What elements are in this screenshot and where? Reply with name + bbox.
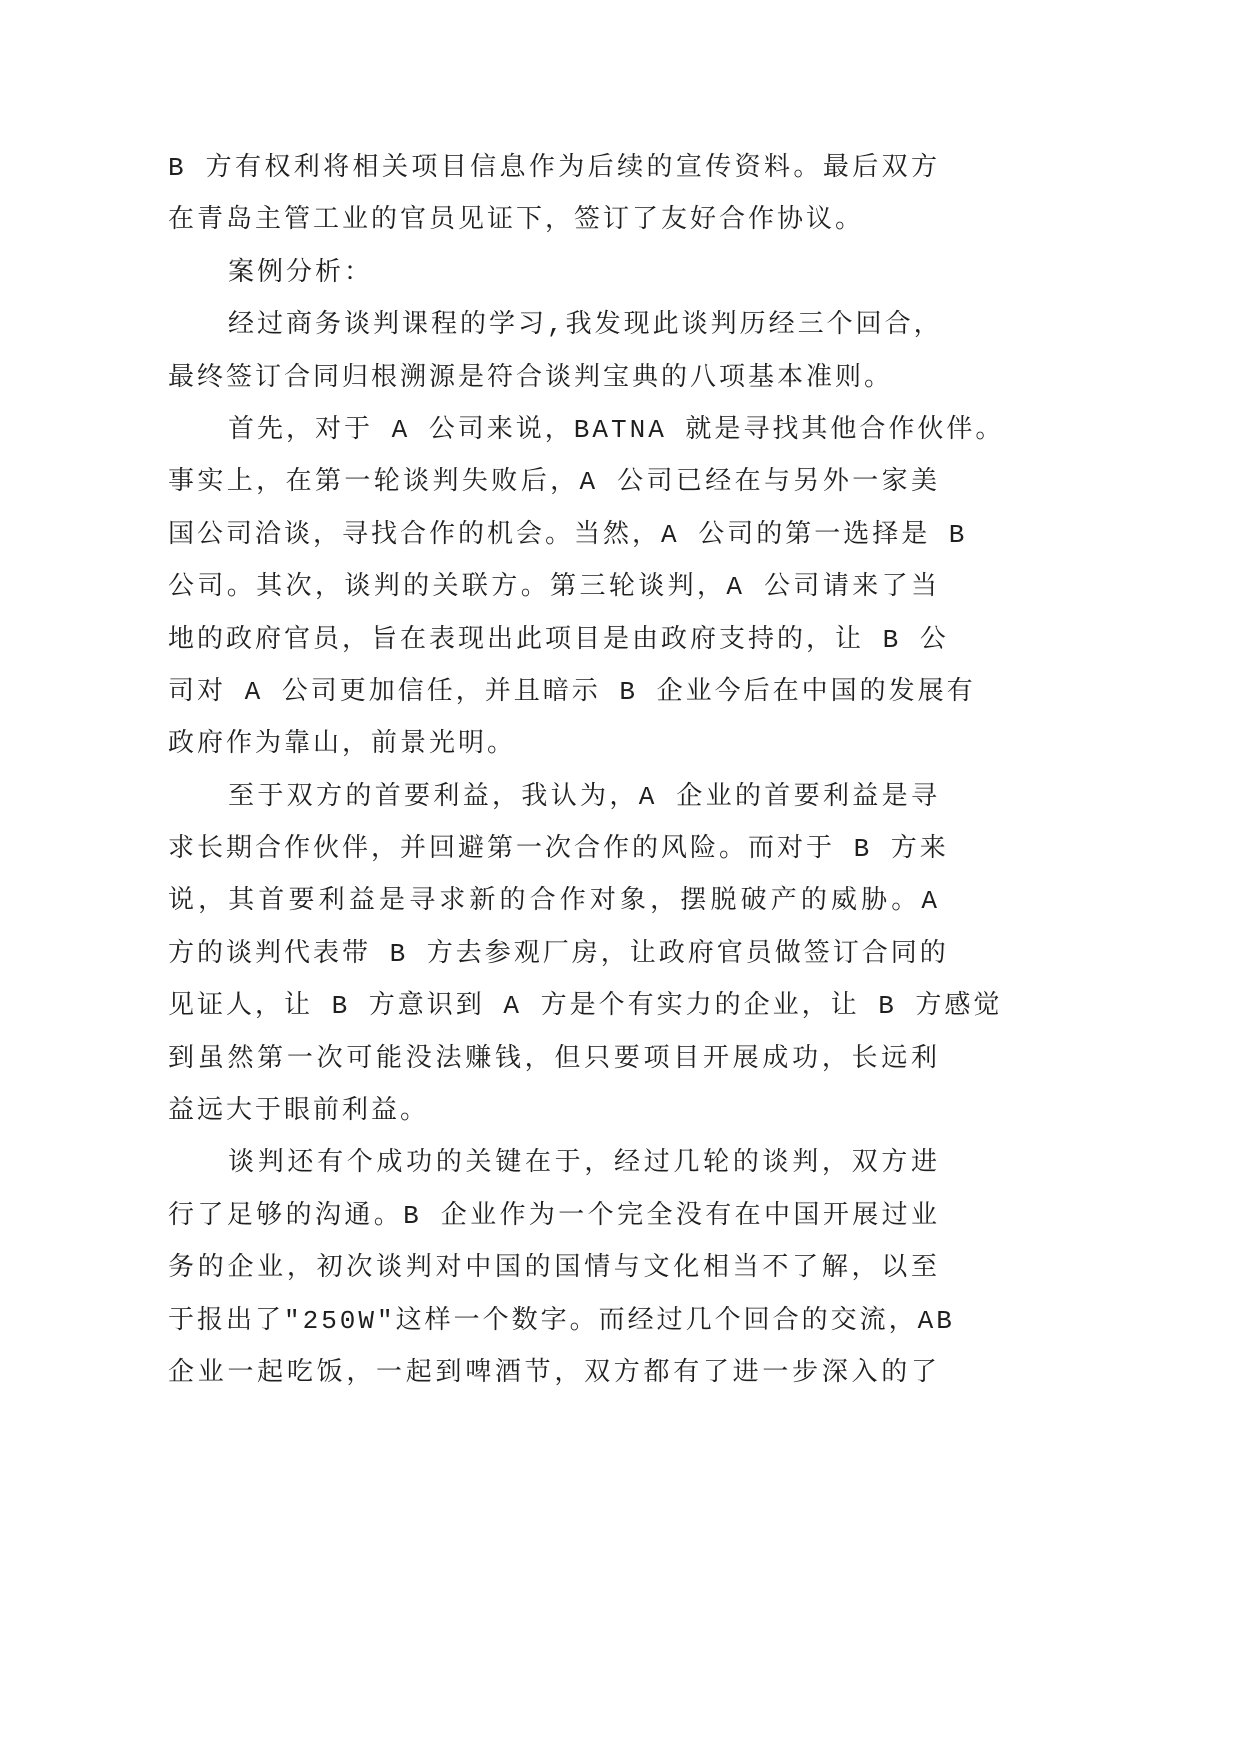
paragraph-line: 事实上，在第一轮谈判失败后，A 公司已经在与另外一家美 xyxy=(168,467,940,498)
paragraph-line: 益远大于眼前利益。 xyxy=(168,1096,430,1127)
paragraph-line: 经过商务谈判课程的学习,我发现此谈判历经三个回合， xyxy=(228,310,943,341)
paragraph xyxy=(168,142,940,247)
paragraph xyxy=(168,1137,955,1399)
paragraph-line: 到虽然第一次可能没法赚钱，但只要项目开展成功，长远利 xyxy=(168,1043,940,1074)
paragraph-line: 谈判还有个成功的关键在于，经过几轮的谈判，双方进 xyxy=(228,1148,940,1179)
paragraph-line: 国公司洽谈，寻找合作的机会。当然，A 公司的第一选择是 B xyxy=(168,519,968,550)
paragraph-line: 求长期合作伙伴，并回避第一次合作的风险。而对于 B 方来 xyxy=(168,834,949,865)
paragraph-line: 至于双方的首要利益，我认为，A 企业的首要利益是寻 xyxy=(228,781,940,812)
paragraph-line: 最终签订合同归根溯源是符合谈判宝典的八项基本准则。 xyxy=(168,362,894,393)
paragraph-line: 见证人，让 B 方意识到 A 方是个有实力的企业，让 B 方感觉 xyxy=(168,991,1003,1022)
case-analysis-heading: 案例分析： xyxy=(228,257,374,288)
paragraph-line: 务的企业，初次谈判对中国的国情与文化相当不了解，以至 xyxy=(168,1253,940,1284)
paragraph-line: 地的政府官员，旨在表现出此项目是由政府支持的，让 B 公 xyxy=(168,624,949,655)
paragraph-line: 于报出了"250W"这样一个数字。而经过几个回合的交流，AB xyxy=(168,1305,955,1336)
paragraph xyxy=(168,404,1005,771)
paragraph-line: 司对 A 公司更加信任，并且暗示 B 企业今后在中国的发展有 xyxy=(168,676,976,707)
paragraph-line: 行了足够的沟通。B 企业作为一个完全没有在中国开展过业 xyxy=(168,1200,940,1231)
paragraph-line: 政府作为靠山，前景光明。 xyxy=(168,729,517,760)
paragraph-line: 企业一起吃饭，一起到啤酒节，双方都有了进一步深入的了 xyxy=(168,1357,940,1388)
section-heading xyxy=(168,247,940,299)
paragraph-line: 方的谈判代表带 B 方去参观厂房，让政府官员做签订合同的 xyxy=(168,938,949,969)
paragraph xyxy=(168,771,1003,1138)
paragraph-line: B 方有权利将相关项目信息作为后续的宣传资料。最后双方 xyxy=(168,153,940,183)
paragraph-line: 说，其首要利益是寻求新的合作对象，摆脱破产的威胁。A xyxy=(168,886,940,917)
paragraph-line: 在青岛主管工业的官员见证下，签订了友好合作协议。 xyxy=(168,205,865,236)
paragraph-line: 公司。其次，谈判的关联方。第三轮谈判，A 公司请来了当 xyxy=(168,572,940,603)
body-text xyxy=(168,142,1005,1399)
paragraph xyxy=(168,299,943,404)
paragraph-line: 首先，对于 A 公司来说，BATNA 就是寻找其他合作伙伴。 xyxy=(228,414,1005,445)
